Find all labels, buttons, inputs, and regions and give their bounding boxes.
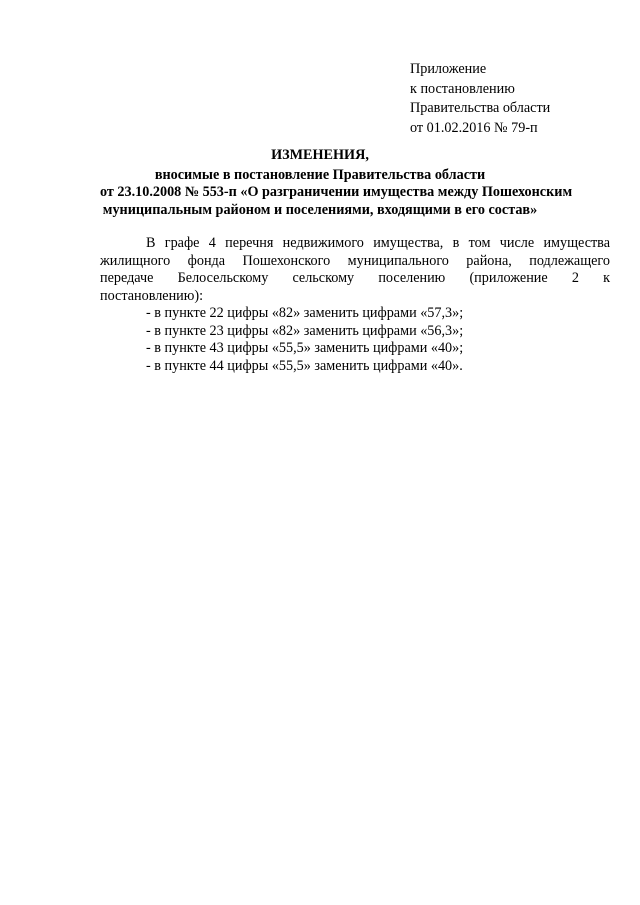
paragraph-line-4: постановлению): [100, 287, 204, 304]
list-item: - в пункте 43 цифры «55,5» заменить цифрами «40»; [146, 340, 464, 356]
list-item: - в пункте 22 цифры «82» заменить цифрами «57,3»; [146, 305, 464, 321]
paragraph-line-3: передаче Белосельскому сельскому поселению (приложение 2 к [100, 270, 610, 286]
title-line-4: муниципальным районом и поселениями, входящими в его состав» [102, 201, 538, 218]
paragraph-line-1: В графе 4 перечня недвижимого имущества, в том числе имущества [146, 235, 610, 251]
appendix-block [410, 60, 550, 138]
paragraph-line-2: жилищного фонда Пошехонского муниципального района, подлежащего [100, 252, 610, 269]
main-paragraph [100, 235, 610, 305]
list-item: - в пункте 44 цифры «55,5» заменить цифрами «40». [146, 357, 463, 374]
appendix-line-1: Приложение [410, 61, 487, 77]
title-line-2: вносимые в постановление Правительства области [154, 166, 486, 183]
appendix-line-4: от 01.02.2016 № 79-п [410, 119, 538, 136]
document-title [100, 147, 573, 219]
title-heading: ИЗМЕНЕНИЯ, [271, 147, 369, 163]
appendix-line-3: Правительства области [410, 100, 551, 116]
list-item: - в пункте 23 цифры «82» заменить цифрами «56,3»; [146, 322, 464, 339]
appendix-line-2: к постановлению [410, 80, 515, 97]
document-body [100, 235, 610, 375]
title-line-3: от 23.10.2008 № 553-п «О разграничении имущества между Пошехонским [100, 184, 573, 200]
